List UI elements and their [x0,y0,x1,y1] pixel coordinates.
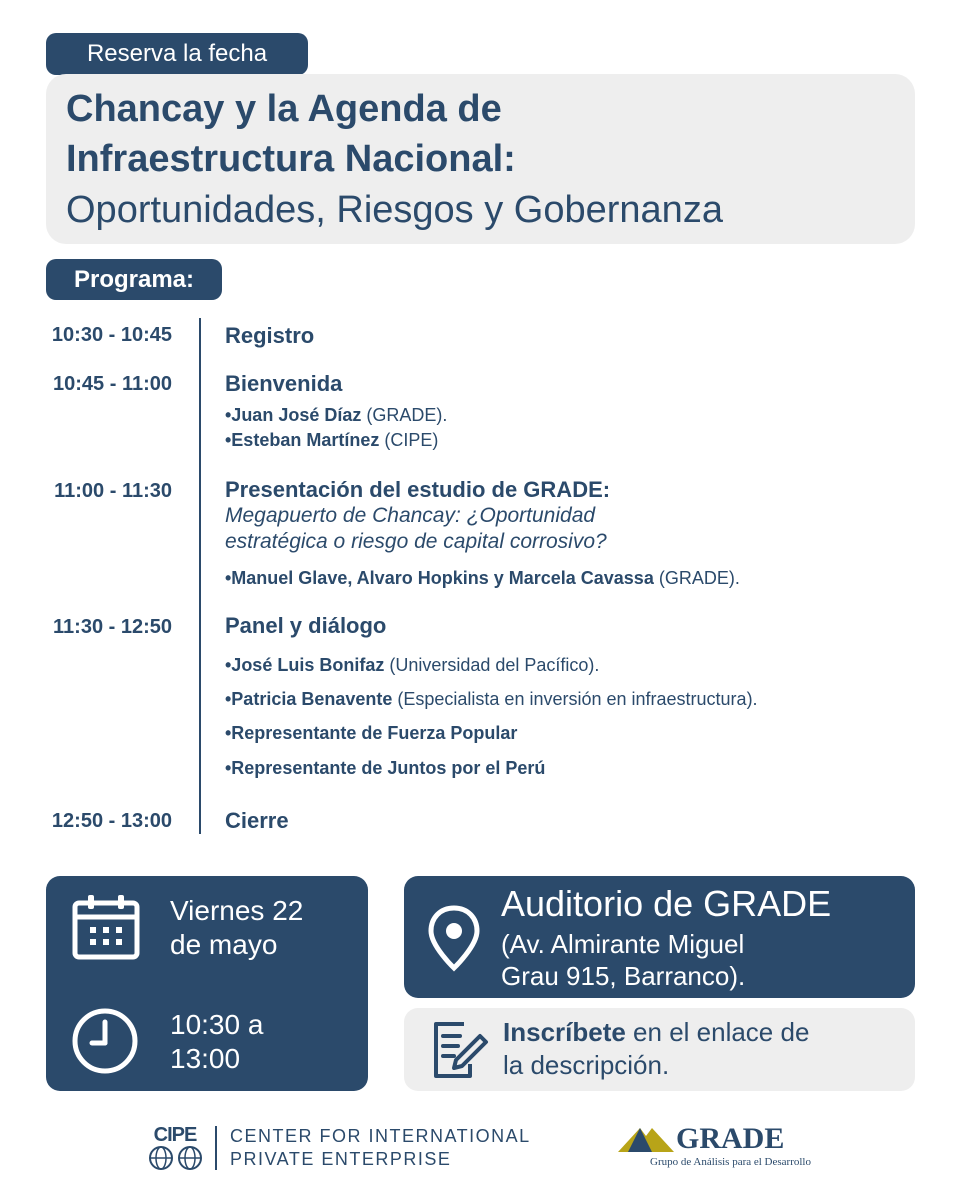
speaker-line [225,723,517,744]
speaker-line [225,430,438,451]
time-slot-5: 12:50 - 13:00 [51,810,172,832]
grade-logo-text: GRADE [676,1122,785,1155]
grade-tagline: Grupo de Análisis para el Desarrollo [650,1156,811,1168]
clock-icon [70,1006,140,1076]
speaker-line [225,689,758,710]
registration-bold: Inscríbete [503,1017,626,1047]
time-line-2: 13:00 [170,1043,241,1074]
speaker-affil: (GRADE). [653,568,740,588]
agenda-title-4: Panel y diálogo [225,613,387,638]
reserve-date-tag [46,33,308,75]
globe-icon [147,1146,205,1170]
edit-document-icon [426,1018,490,1082]
program-label-text: Programa: [73,265,195,293]
speaker-name: •Representante de Fuerza Popular [225,723,518,743]
speaker-line [225,655,599,676]
venue-address-1: (Av. Almirante Miguel [501,929,745,959]
cipe-divider [215,1126,217,1170]
timeline-divider [199,318,201,834]
agenda-title-1: Registro [225,323,315,348]
registration-card [404,1008,915,1091]
speaker-line [225,405,447,426]
time-slot-3: 11:00 - 11:30 [54,480,172,502]
speaker-line [225,568,740,589]
speaker-line [225,758,545,779]
speaker-name: •José Luis Bonifaz [225,655,385,675]
speaker-name: •Representante de Juntos por el Perú [225,758,546,778]
study-subtitle-2: estratégica o riesgo de capital corrosivo? [225,530,607,553]
date-time-card [46,876,368,1091]
grade-logo [618,1124,828,1174]
time-slot-2: 10:45 - 11:00 [53,373,172,395]
registration-line-1 [503,1016,809,1049]
speaker-affil: (CIPE) [379,430,439,450]
date-line-1: Viernes 22 [170,895,304,926]
time-line-1: 10:30 a [170,1009,264,1040]
cipe-name-line-1: CENTER FOR INTERNATIONAL [230,1126,531,1146]
registration-rest: en el enlace de [625,1017,810,1047]
cipe-logo [145,1124,565,1174]
cipe-name-line-2: PRIVATE ENTERPRISE [230,1149,452,1169]
venue-address-2: Grau 915, Barranco). [501,961,746,991]
venue-card [404,876,915,998]
registration-line-2: la descripción. [503,1050,670,1080]
speaker-name: •Patricia Benavente [225,689,393,709]
speaker-affil: (Universidad del Pacífico). [384,655,600,675]
title-line-3: Oportunidades, Riesgos y Gobernanza [66,189,723,231]
reserve-date-text: Reserva la fecha [86,40,268,67]
time-slot-4: 11:30 - 12:50 [53,616,172,638]
speaker-name: •Juan José Díaz [225,405,362,425]
cipe-logo-text: CIPE [153,1124,197,1146]
agenda-title-5: Cierre [225,808,289,833]
study-subtitle-1: Megapuerto de Chancay: ¿Oportunidad [225,504,596,527]
calendar-icon [71,893,141,961]
title-box [46,74,915,244]
speaker-name: •Manuel Glave, Alvaro Hopkins y Marcela Cavassa [225,568,654,588]
title-line-1: Chancay y la Agenda de [66,88,502,130]
program-label [46,259,222,300]
agenda-title-3: Presentación del estudio de GRADE: [225,477,611,502]
venue-title: Auditorio de GRADE [501,883,832,924]
agenda-title-2: Bienvenida [225,371,343,396]
speaker-affil: (GRADE). [361,405,448,425]
grade-mountain-icon [618,1126,680,1152]
speaker-affil: (Especialista en inversión en infraestructura). [392,689,758,709]
location-pin-icon [426,904,482,972]
speaker-name: •Esteban Martínez [225,430,380,450]
date-line-2: de mayo [170,929,278,960]
title-line-2: Infraestructura Nacional: [66,138,516,180]
time-slot-1: 10:30 - 10:45 [51,324,172,346]
